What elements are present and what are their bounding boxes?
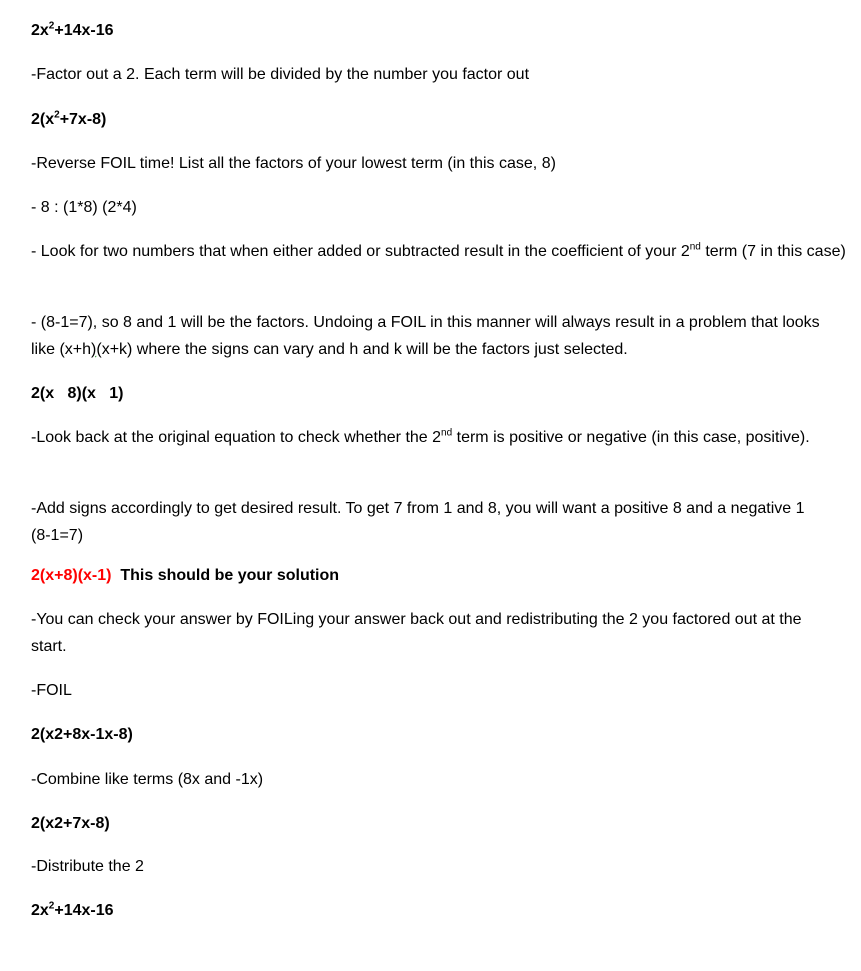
- solution-label: This should be your solution: [120, 567, 340, 584]
- step-factor-out: -Factor out a 2. Each term will be divided by the number you factor out: [31, 66, 530, 83]
- equation-factored: [31, 110, 106, 130]
- step-reverse-foil: -Reverse FOIL time! List all the factors of your lowest term (in this case, 8): [31, 155, 556, 172]
- text-part: - Look for two numbers that when either added or subtracted result in the coefficient of your 2: [31, 243, 690, 260]
- ordinal-suffix: nd: [689, 241, 701, 253]
- text-part: -Look back at the original equation to check whether the 2: [31, 429, 442, 446]
- equation-final: [31, 901, 114, 921]
- equation-rest: +14x-16: [54, 902, 114, 919]
- text-part: (x+k) where the signs can vary and h and k will be the factors just selected.: [96, 341, 628, 358]
- text-part: term (7 in this case): [700, 243, 846, 260]
- step-combine-terms: -Combine like terms (8x and -1x): [31, 771, 264, 788]
- equation-part: +7x-8): [59, 111, 107, 128]
- equation-base: 2x: [31, 902, 49, 919]
- text-part: - (8-1=7), so 8 and 1 will be the factors. Undoing a FOIL in this manner will always result in a problem that looks like (x+h: [31, 314, 820, 358]
- ordinal-suffix: nd: [441, 427, 453, 439]
- exponent: 2: [48, 900, 55, 912]
- step-distribute: -Distribute the 2: [31, 858, 144, 875]
- solution-line: [31, 566, 339, 586]
- equation-combined: 2(x2+7x-8): [31, 815, 110, 832]
- spellcheck-mark: ): [91, 341, 97, 358]
- equation-original: [31, 21, 114, 41]
- equation-expanded: 2(x2+8x-1x-8): [31, 726, 133, 743]
- exponent: 2: [54, 109, 60, 121]
- equation-part: 2(x: [31, 111, 55, 128]
- step-foil: -FOIL: [31, 682, 72, 699]
- step-add-signs: -Add signs accordingly to get desired result. To get 7 from 1 and 8, you will want a positive 8 and a negative 1 (8-1=7): [31, 500, 805, 544]
- exponent: 2: [48, 20, 55, 32]
- solution-equation: 2(x+8)(x-1): [31, 567, 112, 584]
- equation-rest: +14x-16: [54, 22, 114, 39]
- text-part: term is positive or negative (in this case, positive).: [452, 429, 810, 446]
- step-factors-selected: [31, 309, 831, 363]
- step-check-answer: -You can check your answer by FOILing your answer back out and redistributing the 2 you factored out at the start.: [31, 611, 802, 655]
- step-look-for-numbers: [31, 238, 851, 265]
- equation-unsigned: 2(x 8)(x 1): [31, 385, 124, 402]
- equation-base: 2x: [31, 22, 49, 39]
- factor-list: - 8 : (1*8) (2*4): [31, 199, 137, 216]
- step-check-sign: [31, 424, 831, 451]
